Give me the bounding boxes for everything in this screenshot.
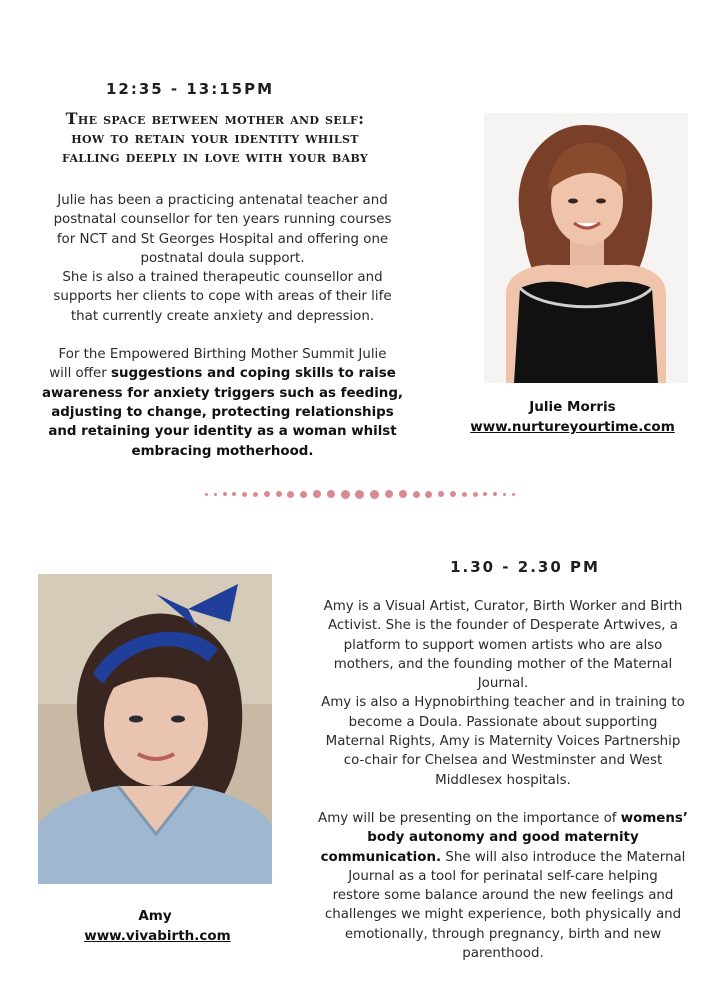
offer-line: For the Empowered Birthing Mother Summit Julie [58, 347, 387, 363]
session-1-time: 12:35 - 13:15PM [105, 80, 275, 98]
bio-line: Activist. She is the founder of Desperate Artwives, a [327, 618, 679, 634]
present-line: body autonomy and good maternity [367, 830, 639, 846]
speaker-website-link[interactable]: www.vivabirth.com [84, 928, 231, 944]
offer-text: will offer [49, 366, 111, 382]
bio-line: Amy is a Visual Artist, Curator, Birth Worker and Birth [323, 599, 683, 614]
julie-morris-photo [484, 113, 688, 383]
present-line: Amy will be presenting on the importance of womens’ [318, 810, 688, 826]
offer-line: awareness for anxiety triggers such as feeding, [41, 385, 404, 401]
offer-line: and retaining your identity as a woman whilst [48, 424, 397, 440]
dotted-divider [205, 487, 515, 501]
bio-line: supports her clients to cope with areas of their life [53, 289, 392, 305]
session-2-bio [290, 597, 716, 963]
bio-line: mothers, and the founding mother of the Maternal [333, 656, 673, 672]
offer-bold-text: suggestions and coping skills to raise [110, 366, 396, 382]
bio-line: that currently create anxiety and depression. [70, 308, 375, 324]
offer-line: adjusting to change, protecting relationships [51, 404, 394, 420]
offer-line: embracing motherhood. [131, 443, 314, 459]
speaker-website-link[interactable]: www.nurtureyourtime.com [470, 419, 675, 435]
amy-photo [38, 574, 272, 884]
present-line: communication. She will also introduce the Maternal [320, 849, 686, 865]
speaker-name: Julie Morris [529, 399, 616, 415]
bio-line: become a Doula. Passionate about supporting [348, 714, 658, 730]
bio-line: She is also a trained therapeutic counsellor and [62, 270, 383, 286]
bio-line: Maternal Rights, Amy is Maternity Voices Partnership [325, 734, 681, 750]
present-line: challenges we might experience, both physically and [324, 907, 682, 923]
bio-line: for NCT and St Georges Hospital and offering one [56, 231, 389, 247]
bio-line: postnatal doula support. [140, 250, 305, 266]
title-line: how to retain your identity whilst [71, 128, 359, 147]
session-2-time: 1.30 - 2.30 PM [450, 558, 600, 576]
bio-line: co-chair for Chelsea and Westminster and West [343, 753, 663, 769]
present-line: parenthood. [462, 946, 544, 962]
session-1-title [20, 109, 410, 166]
present-line: Journal as a tool for perinatal self-care helping [348, 868, 658, 884]
present-line: restore some balance around the new feelings and [332, 888, 674, 904]
title-line: The space between mother and self: [65, 109, 365, 128]
title-line: falling deeply in love with your baby [61, 147, 369, 166]
bio-line: Amy is also a Hypnobirthing teacher and in training to [321, 695, 685, 711]
bio-line: postnatal counsellor for ten years running courses [53, 212, 392, 228]
bio-line: platform to support women artists who are also [343, 637, 663, 653]
session-1-bio [10, 191, 435, 461]
bio-line: Journal. [477, 676, 529, 692]
speaker-name: Amy [138, 908, 172, 924]
bio-line: Julie has been a practicing antenatal teacher and [57, 193, 388, 208]
offer-line [10, 364, 435, 383]
bio-line: Middlesex hospitals. [435, 772, 571, 788]
present-line: emotionally, through pregnancy, birth and new [344, 926, 662, 942]
